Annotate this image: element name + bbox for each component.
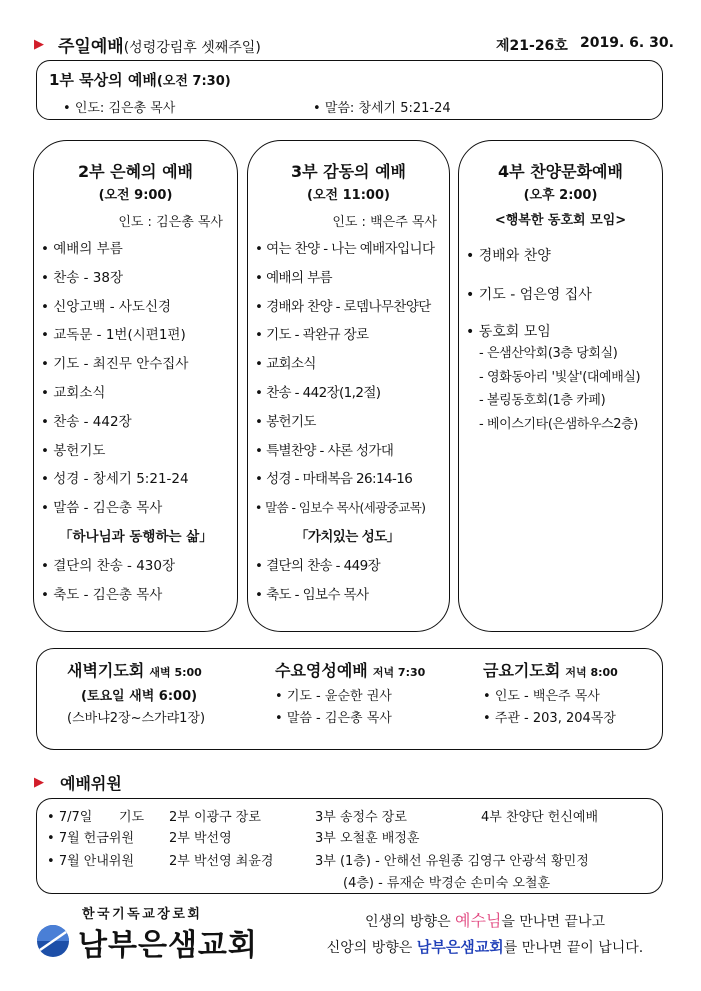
page-title: 주일예배(성령강림후 셋째주일) (58, 37, 261, 57)
club-list (479, 342, 640, 436)
header-arrow-icon: ▶ (34, 37, 44, 52)
committee-row-label: • 7/7일 (47, 806, 92, 825)
service2-order (41, 235, 213, 609)
list-item: • 성경 - 마태복음 26:14-16 (255, 465, 434, 494)
service2-title: 2부 은혜의 예배 (77, 162, 193, 181)
service3-leader: 인도 : 백은주 목사 (332, 215, 437, 230)
list-item: • 찬송 - 442장 (41, 408, 213, 437)
service4-subtitle: <행복한 동호회 모임> (494, 213, 627, 228)
list-item: • 경배와 찬양 - 로뎀나무찬양단 (255, 293, 434, 322)
list-item: • 기도 - 엄은영 집사 (466, 284, 592, 304)
list-item: • 축도 - 임보수 목사 (255, 581, 434, 610)
list-item: - 볼링동호회(1층 카페) (479, 393, 606, 408)
committee-cell: 2부 박선영 (169, 831, 232, 846)
list-item: • 결단의 찬송 - 449장 (255, 552, 434, 581)
list-item: • 말씀 - 임보수 목사(세광중교목) (255, 494, 434, 523)
service3-box (247, 140, 450, 632)
list-item: • 예배의 부름 (255, 264, 434, 293)
list-item: • 예배의 부름 (41, 235, 213, 264)
list-item: - 영화동아리 '빛살'(대예배실) (479, 369, 641, 385)
service3-title: 3부 감동의 예배 (290, 162, 406, 181)
list-item: • 동호회 모임 (466, 321, 551, 341)
list-item: • 인도 - 백은주 목사 (483, 685, 600, 704)
committee-cell: 3부 (1층) - 안해선 유원종 김영구 안광석 황민정 (315, 854, 589, 869)
committee-cell: 4부 찬양단 헌신예배 (481, 810, 598, 825)
service2-leader: 인도 : 김은총 목사 (118, 215, 223, 230)
church-name: 남부은샘교회 (78, 928, 258, 963)
committee-cell: 2부 박선영 최윤경 (169, 854, 274, 869)
committee-cell: 3부 오철훈 배정훈 (315, 831, 420, 846)
sermon-theme: 「가치있는 성도」 (295, 528, 400, 545)
footer-message-1: 인생의 방향은 예수님을 만나면 끝나고 (365, 911, 605, 930)
issue-date: 2019. 6. 30. (580, 35, 674, 51)
dawn-heading: 새벽기도회 새벽 5:00 (67, 661, 202, 680)
friday-heading: 금요기도회 저녁 8:00 (483, 661, 618, 680)
list-item: • 말씀 - 김은총 목사 (41, 494, 213, 523)
list-item: • 주관 - 203, 204목장 (483, 707, 616, 726)
committee-role: 기도 (119, 810, 145, 825)
list-item: • 찬송 - 442장(1,2절) (255, 379, 434, 408)
weekday-box (36, 648, 663, 750)
service1-sermon: • 말씀: 창세기 5:21-24 (313, 97, 451, 116)
service1-box (36, 60, 663, 120)
service3-order (255, 235, 434, 609)
committee-row-label: • 7월 안내위원 (47, 850, 134, 869)
service2-box (33, 140, 238, 632)
list-item: • 기도 - 최진무 안수집사 (41, 350, 213, 379)
list-item: • 교회소식 (41, 379, 213, 408)
list-item: • 찬송 - 38장 (41, 264, 213, 293)
committee-cell: 3부 송정수 장로 (315, 810, 407, 825)
list-item: - 베이스기타(은샘하우스2층) (479, 416, 638, 432)
dawn-saturday: (토요일 새벽 6:00) (81, 689, 198, 704)
service4-box (458, 140, 663, 632)
committee-arrow-icon: ▶ (34, 775, 44, 790)
list-item: • 신앙고백 - 사도신경 (41, 293, 213, 322)
list-item: • 교독문 - 1번(시편1편) (41, 321, 213, 350)
list-item: • 기도 - 곽완규 장로 (255, 321, 434, 350)
sermon-theme: 「하나님과 동행하는 삶」 (59, 528, 213, 545)
list-item: • 말씀 - 김은총 목사 (275, 707, 392, 726)
committee-title: 예배위원 (60, 774, 122, 793)
committee-cell: 2부 이광구 장로 (169, 810, 261, 825)
service4-time: (오후 2:00) (523, 188, 598, 203)
service2-time: (오전 9:00) (98, 188, 173, 203)
list-item: • 특별찬양 - 샤론 성가대 (255, 437, 434, 466)
committee-cell: (4층) - 류재순 박경순 손미숙 오철훈 (343, 876, 551, 891)
list-item: • 결단의 찬송 - 430장 (41, 552, 213, 581)
service4-title: 4부 찬양문화예배 (498, 162, 623, 181)
dawn-scripture: (스바냐2장~스가랴1장) (67, 711, 206, 726)
footer-message-2: 신앙의 방향은 남부은샘교회를 만나면 끝이 납니다. (326, 938, 644, 956)
denomination-name: 한국기독교장로회 (82, 907, 203, 922)
list-item: • 봉헌기도 (41, 437, 213, 466)
wednesday-heading: 수요영성예배 저녁 7:30 (275, 661, 426, 680)
list-item: • 기도 - 윤순한 권사 (275, 685, 392, 704)
service1-heading: 1부 묵상의 예배(오전 7:30) (49, 71, 231, 89)
church-logo-icon (36, 924, 70, 958)
committee-row-label: • 7월 헌금위원 (47, 827, 134, 846)
list-item: • 교회소식 (255, 350, 434, 379)
list-item: - 은샘산악회(3층 당회실) (479, 346, 618, 361)
list-item: • 봉헌기도 (255, 408, 434, 437)
list-item: • 경배와 찬양 (466, 245, 551, 265)
committee-box (36, 798, 663, 894)
service1-leader: • 인도: 김은총 목사 (63, 97, 175, 116)
list-item: • 성경 - 창세기 5:21-24 (41, 465, 213, 494)
issue-number: 제21-26호 (496, 38, 568, 54)
list-item: • 축도 - 김은총 목사 (41, 581, 213, 610)
service3-time: (오전 11:00) (307, 188, 390, 203)
list-item: • 여는 찬양 - 나는 예배자입니다 (255, 235, 434, 264)
